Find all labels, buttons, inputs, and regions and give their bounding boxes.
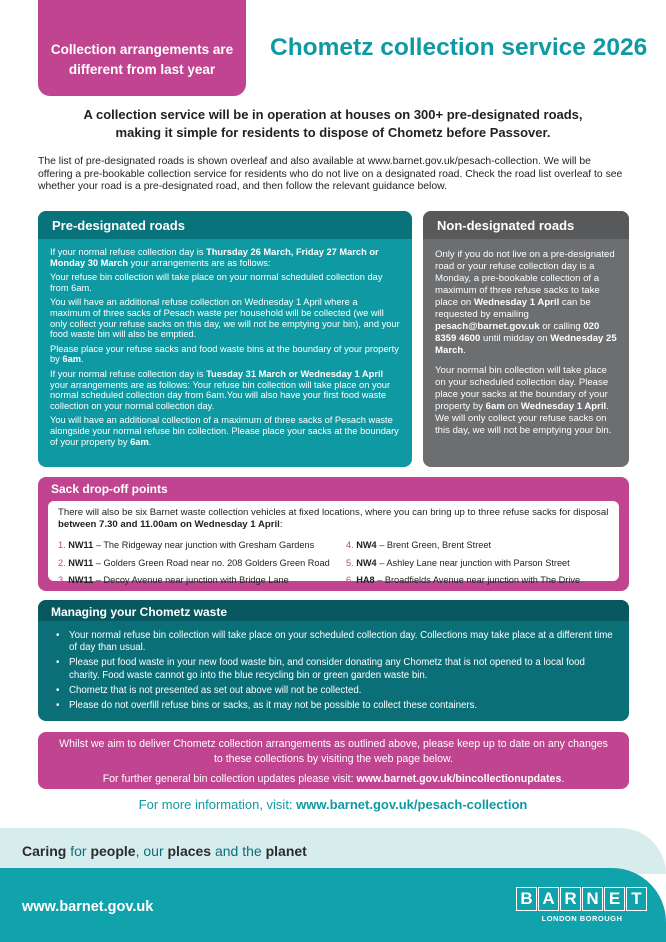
list-item: • Please do not overfill refuse bins or sacks, as it may not be possible to collect these containers. (52, 700, 615, 712)
phone-number[interactable]: 020 8359 4600 (435, 321, 600, 344)
intro-paragraph: The list of pre-designated roads is shown overleaf and also available at www.barnet.gov.uk/pesach-collection. We will be offering a pre-bookable collection service for residents who do not live on a designated road. Check the road list overleaf to see whether your road is a pre-designated road, and then follow the relevant guidance below. (38, 156, 623, 192)
nondesignated-heading: Non-designated roads (423, 211, 629, 239)
list-item: • Your normal refuse bin collection will take place on your scheduled collection day. Collections may take place at a different time of day than usual. (52, 630, 615, 654)
more-info-line: For more information, visit: www.barnet.gov.uk/pesach-collection (138, 797, 528, 812)
predesignated-section (38, 211, 412, 467)
nondesignated-para-2: Your normal bin collection will take place on your scheduled collection day. Please place your sacks at the boundary of your property by 6am on Wednesday 1 April. We will only collect your refuse sacks on this day, we will not be emptying your bin. (435, 365, 612, 436)
dropoff-points-list (58, 540, 609, 587)
intro-headline (40, 106, 626, 142)
barnet-logo: B A R N E T LONDON BOROUGH (516, 887, 648, 929)
managing-waste-section (38, 600, 629, 721)
sack-dropoff-section (38, 477, 629, 591)
dropoff-point: 1. NW11 – The Ridgeway near junction with Gresham Gardens (58, 540, 315, 550)
predesignated-para-4: Please place your refuse sacks and food waste bins at the boundary of your property by 6am. (50, 343, 399, 365)
predesignated-para-1: If your normal refuse collection day is Thursday 26 March, Friday 27 March or Monday 30 March your arrangements are as follows: (50, 247, 379, 268)
intro-headline-line2: making it simple for residents to dispose of Chometz before Passover. (115, 125, 551, 140)
nondesignated-para-1: Only if you do not live on a pre-designated road or your refuse collection day is a Monday, a pre-bookable collection of a maximum of three refuse sacks to take place on Wednesday 1 April can be requested by emailing pesach@barnet.gov.uk or calling 020 8359 4600 until midday on Wednesday 25 March. (435, 249, 617, 356)
page-title: Chometz collection service 2026 (270, 34, 648, 61)
updates-note-link-line: For further general bin collection updates please visit: www.barnet.gov.uk/bincollectionupdates. (102, 773, 565, 785)
predesignated-para-3: You will have an additional refuse collection on Wednesday 1 April where a maximum of three sacks of Pesach waste per household will be collected (we will only collect your refuse sacks on this day, we will not be emptying your bin), and your food waste bin will also be emptied. (50, 297, 400, 340)
predesignated-para-6: You will have an additional collection of a maximum of three sacks of Pesach waste alongside your normal refuse bin collection. Please place your sacks at the boundary of your property by 6am. (50, 415, 399, 447)
dropoff-point: 6. HA8 – Broadfields Avenue near junction with The Drive (346, 575, 581, 585)
notice-banner-line1: Collection arrangements are (50, 42, 234, 57)
updates-note-para: Whilst we aim to deliver Chometz collection arrangements as outlined above, please keep up to date on any changes to these collections by visiting the web page below. (59, 738, 608, 765)
list-item: • Chometz that is not presented as set out above will not be collected. (52, 685, 615, 697)
dropoff-point: 2. NW11 – Golders Green Road near no. 208 Golders Green Road (58, 557, 330, 568)
pesach-collection-link[interactable]: www.barnet.gov.uk/pesach-collection (296, 797, 528, 812)
updates-note (38, 732, 629, 789)
sack-dropoff-heading: Sack drop-off points (51, 482, 168, 496)
intro-headline-line1: A collection service will be in operation at houses on 300+ pre-designated roads, (83, 107, 583, 122)
footer-tagline: Caring for people, our places and the planet (22, 843, 307, 859)
bin-updates-link[interactable]: www.barnet.gov.uk/bincollectionupdates (356, 773, 562, 785)
predesignated-heading: Pre-designated roads (38, 211, 412, 239)
managing-waste-heading: Managing your Chometz waste (38, 600, 629, 621)
sack-dropoff-panel (48, 501, 619, 585)
dropoff-point: 5. NW4 – Ashley Lane near junction with Parson Street (346, 557, 570, 568)
notice-banner (38, 0, 246, 96)
notice-banner-line2: different from last year (68, 62, 216, 77)
footer-website-link[interactable]: www.barnet.gov.uk (22, 899, 154, 915)
email-link[interactable]: pesach@barnet.gov.uk (435, 321, 540, 332)
dropoff-point: 4. NW4 – Brent Green, Brent Street (346, 540, 492, 550)
sack-dropoff-intro: There will also be six Barnet waste collection vehicles at fixed locations, where you can bring up to three refuse sacks for disposal between 7.30 and 11.00am on Wednesday 1 April: (58, 507, 609, 530)
predesignated-para-5: If your normal refuse collection day is Tuesday 31 March or Wednesday 1 April your arrangements are as follows: Your refuse bin collection will take place on your normal scheduled collection day from 6am.You will also have your first food waste collection on your normal collection day. (50, 368, 391, 411)
dropoff-point: 3. NW11 – Decoy Avenue near junction with Bridge Lane (58, 575, 289, 585)
nondesignated-section (423, 211, 629, 467)
predesignated-para-2: Your refuse bin collection will take place on your normal scheduled collection day from 6am. (50, 272, 383, 293)
managing-waste-list (38, 621, 629, 712)
list-item: • Please put food waste in your new food waste bin, and consider donating any Chometz that is not opened to a local food charity. Food waste cannot go into the blue recycling bin or green garden waste bin. (52, 657, 615, 681)
